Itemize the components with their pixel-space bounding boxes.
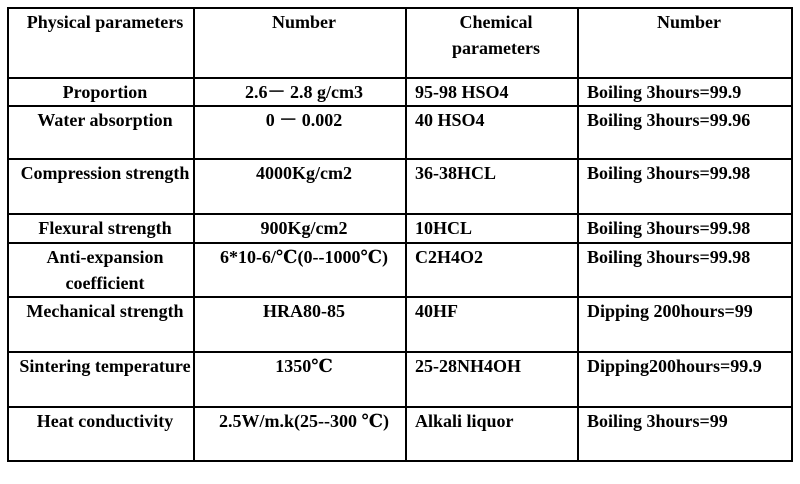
table-row — [8, 352, 792, 407]
chemical-value: Dipping200hours=99.9 — [578, 352, 792, 407]
table-row — [8, 214, 792, 243]
table-header-row — [8, 8, 792, 78]
chemical-value: Boiling 3hours=99.96 — [578, 106, 792, 159]
physical-parameter: Compression strength — [8, 159, 194, 214]
physical-value: 2.6－ 2.8 g/cm3 — [194, 78, 406, 106]
table-row — [8, 407, 792, 461]
physical-value: 2.5W/m.k(25--300 ℃) — [194, 407, 406, 461]
chemical-value: Boiling 3hours=99.98 — [578, 243, 792, 297]
physical-parameter: Water absorption — [8, 106, 194, 159]
chemical-value: Boiling 3hours=99.98 — [578, 214, 792, 243]
chemical-parameter: 10HCL — [406, 214, 578, 243]
parameters-table — [7, 7, 793, 462]
table-row — [8, 106, 792, 159]
chemical-value: Boiling 3hours=99 — [578, 407, 792, 461]
header-number: Number — [194, 8, 406, 78]
header-chemical-parameters: Chemical parameters — [406, 8, 578, 78]
physical-value: 900Kg/cm2 — [194, 214, 406, 243]
table-row — [8, 78, 792, 106]
physical-value: 6*10-6/℃(0--1000℃) — [194, 243, 406, 297]
chemical-parameter: C2H4O2 — [406, 243, 578, 297]
table-row — [8, 159, 792, 214]
physical-value: HRA80-85 — [194, 297, 406, 352]
physical-value: 1350℃ — [194, 352, 406, 407]
physical-parameter: Anti-expansion coefficient — [8, 243, 194, 297]
chemical-value: Dipping 200hours=99 — [578, 297, 792, 352]
chemical-parameter: 40HF — [406, 297, 578, 352]
physical-parameter: Proportion — [8, 78, 194, 106]
physical-parameter: Sintering temperature — [8, 352, 194, 407]
chemical-parameter: 95-98 HSO4 — [406, 78, 578, 106]
table-row — [8, 297, 792, 352]
header-number: Number — [578, 8, 792, 78]
chemical-value: Boiling 3hours=99.98 — [578, 159, 792, 214]
physical-value: 4000Kg/cm2 — [194, 159, 406, 214]
chemical-parameter: 25-28NH4OH — [406, 352, 578, 407]
physical-parameter: Mechanical strength — [8, 297, 194, 352]
chemical-parameter: 40 HSO4 — [406, 106, 578, 159]
physical-parameter: Flexural strength — [8, 214, 194, 243]
physical-parameter: Heat conductivity — [8, 407, 194, 461]
header-physical-parameters: Physical parameters — [8, 8, 194, 78]
chemical-parameter: Alkali liquor — [406, 407, 578, 461]
physical-value: 0 － 0.002 — [194, 106, 406, 159]
table-row — [8, 243, 792, 297]
chemical-parameter: 36-38HCL — [406, 159, 578, 214]
chemical-value: Boiling 3hours=99.9 — [578, 78, 792, 106]
